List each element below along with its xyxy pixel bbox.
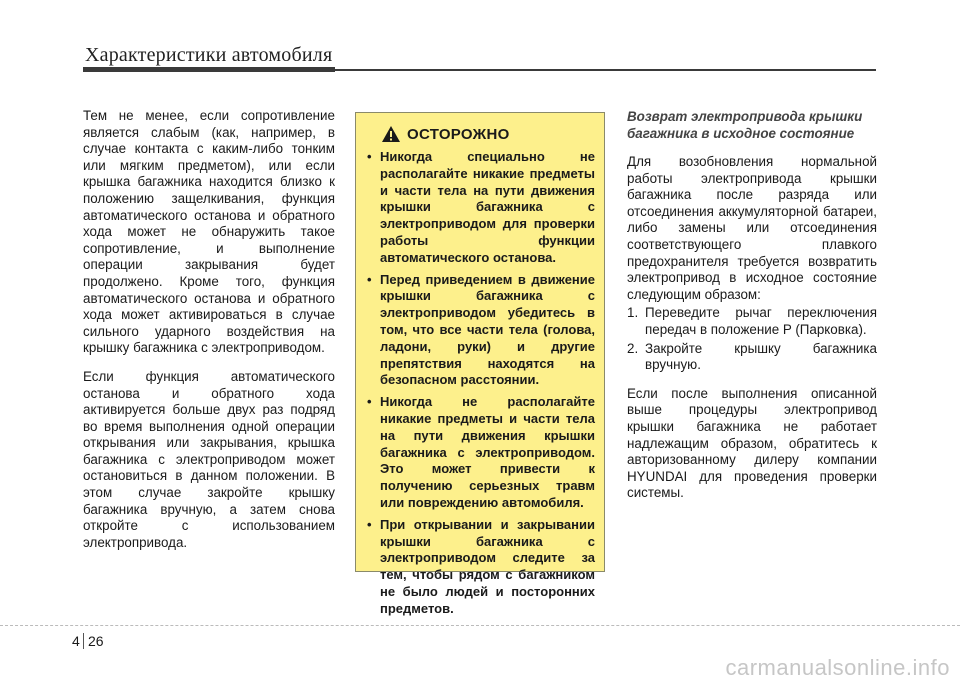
bullet: •: [367, 394, 372, 410]
warning-header: [381, 125, 595, 143]
page-separator: [83, 633, 84, 649]
warning-item: [366, 272, 595, 390]
warning-item-text: Никогда не располагайте никакие предметы и части тела на пути движения крышки багажника с электроприводом. Это может привести к получению серьезных травм или повреждению автомобиля.: [380, 394, 595, 510]
left-column: [83, 108, 335, 563]
intro-paragraph: Для возобновления нормальной работы электропривода крышки багажника после разряда или отсоединения аккумуляторной батареи, либо замены или отсоединения соответствующего плавкого предохранителя требуется возвратить электропривод в исходное состояние следующим образом:: [627, 154, 877, 302]
page-number: 26: [88, 633, 104, 649]
warning-item-text: Никогда специально не располагайте никакие предметы и части тела на пути движения крышки багажника с электроприводом для проверки работы функции автоматического останова.: [380, 149, 595, 265]
step-item: [627, 341, 877, 374]
warning-box: [355, 112, 605, 616]
left-paragraph-1: Тем не менее, если сопротивление является слабым (как, например, в случае контакта с каким-либо тонким или мягким предметом), или если крышка багажника находится близко к положению защелкивания, функция автоматического останова и обратного хода может не обнаружить такое сопротивление, и выполнение операции закрывания будет продолжено. Кроме того, функция автоматического останова и обратного хода может активироваться в случае сильного ударного воздействия на крышку багажника с электроприводом.: [83, 108, 335, 356]
warning-item: [366, 149, 595, 267]
warning-item-text: При открывании и закрывании крышки багажника с электроприводом следите за тем, чтобы рядом с багажником не было людей и посторонних предметов.: [380, 516, 595, 616]
closing-paragraph: Если после выполнения описанной выше процедуры электропривод крышки багажника не работает надлежащим образом, обратитесь к авторизованному дилеру компании HYUNDAI для проведения проверки системы.: [627, 385, 877, 501]
step-item: [627, 305, 877, 338]
bullet: •: [367, 516, 372, 532]
warning-item: [366, 394, 595, 512]
step-text: Переведите рычаг переключения передач в положение P (Парковка).: [645, 305, 877, 337]
section-heading: Возврат электропривода крышки багажника в исходное состояние: [627, 109, 863, 141]
steps-list: [627, 305, 877, 373]
warning-item-text: Перед приведением в движение крышки багажника с электроприводом убедитесь в том, что все части тела (голова, ладони, руки) и другие препятствия находятся на безопасном расстоянии.: [380, 271, 595, 388]
bullet: •: [367, 271, 372, 287]
right-column: [627, 108, 877, 514]
warning-item: [366, 517, 595, 618]
header-rule-thin: [335, 69, 876, 71]
left-paragraph-2: Если функция автоматического останова и обратного хода активируется больше двух раз подряд во время выполнения одной операции открывания или закрывания, крышка багажника с электроприводом может остановиться в данном положении. В этом случае закройте крышку багажника вручную, а затем снова откройте с использованием электропривода.: [83, 368, 335, 550]
bullet: •: [367, 149, 372, 164]
footer-rule: [0, 625, 960, 626]
step-text: Закройте крышку багажника вручную.: [645, 340, 877, 373]
step-number: 1.: [627, 305, 639, 321]
watermark: carmanualsonline.info: [725, 655, 950, 680]
warning-triangle-icon: [381, 125, 401, 143]
warning-title: ОСТОРОЖНО: [407, 125, 510, 143]
chapter-number: 4: [72, 633, 80, 649]
warning-list: [366, 149, 595, 618]
page-title: Характеристики автомобиля: [85, 44, 333, 66]
step-number: 2.: [627, 340, 639, 356]
header-rule-thick: [83, 67, 335, 72]
